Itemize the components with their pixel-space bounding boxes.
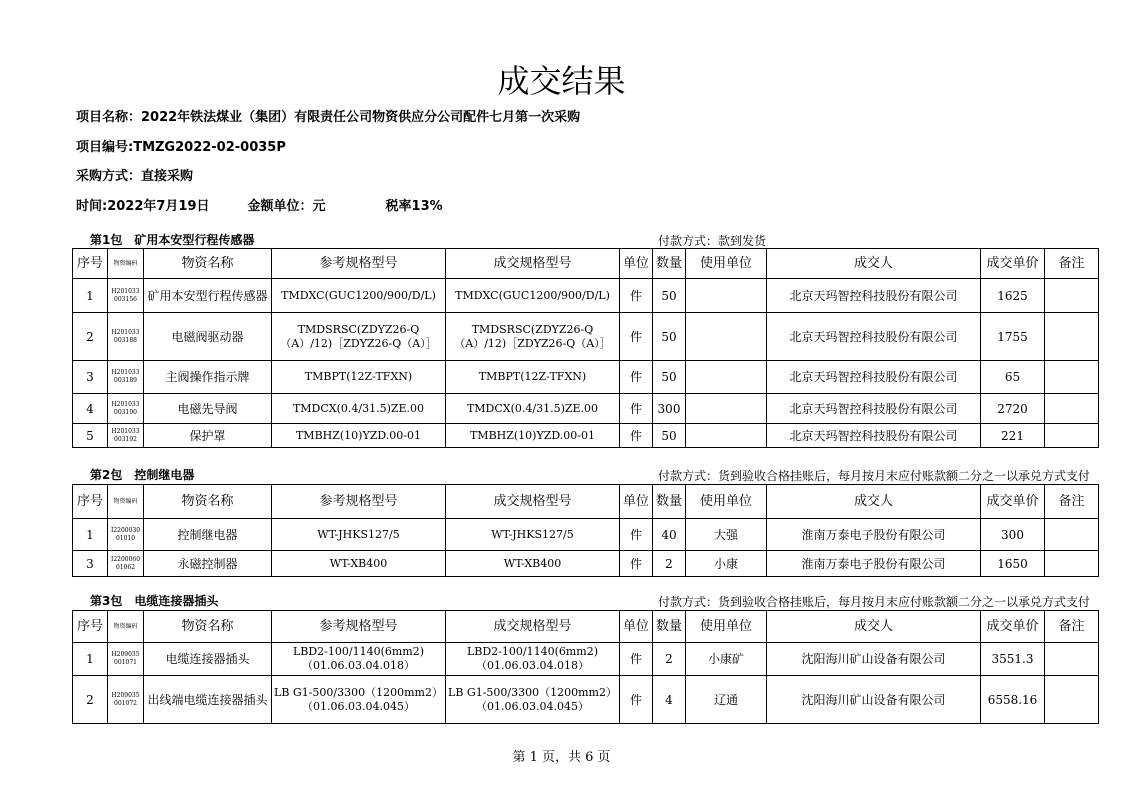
unit: 件 (620, 313, 653, 361)
col-header: 数量 (653, 249, 686, 279)
meta-line (76, 195, 443, 214)
material-name: 保护罩 (144, 424, 272, 448)
col-header: 序号 (73, 485, 108, 519)
user-unit: 大强 (686, 519, 767, 551)
col-header: 成交人 (767, 611, 981, 643)
table-row (73, 361, 1099, 394)
user-unit: 小康矿 (686, 643, 767, 676)
deal-spec: TMBHZ(10)YZD.00-01 (446, 424, 620, 448)
quantity: 50 (653, 313, 686, 361)
unit: 件 (620, 643, 653, 676)
col-header: 单位 (620, 611, 653, 643)
material-code: H209035001072 (108, 676, 144, 724)
payment-terms: 付款方式：款到发货 (658, 234, 767, 248)
table-row (73, 551, 1099, 577)
material-name: 出线端电缆连接器插头 (144, 676, 272, 724)
deal-spec: TMBPT(12Z-TFXN) (446, 361, 620, 394)
user-unit (686, 394, 767, 424)
col-header: 成交规格型号 (446, 611, 620, 643)
unit-price: 65 (981, 361, 1045, 394)
material-name: 主阀操作指示牌 (144, 361, 272, 394)
note (1045, 313, 1099, 361)
payment-terms: 付款方式：货到验收合格挂账后，每月按月末应付账款额二分之一以承兑方式支付 (658, 595, 1091, 609)
col-header: 单位 (620, 485, 653, 519)
package-3-heading (72, 591, 1098, 609)
col-header: 使用单位 (686, 611, 767, 643)
row-no: 1 (73, 519, 108, 551)
supplier: 北京天玛智控科技股份有限公司 (767, 424, 981, 448)
unit-price: 1625 (981, 279, 1045, 313)
note (1045, 279, 1099, 313)
material-code: H201033003190 (108, 394, 144, 424)
user-unit: 小康 (686, 551, 767, 577)
ref-spec: WT-XB400 (272, 551, 446, 577)
col-header: 物资名称 (144, 249, 272, 279)
user-unit (686, 313, 767, 361)
deal-spec: TMDXC(GUC1200/900/D/L) (446, 279, 620, 313)
row-no: 2 (73, 313, 108, 361)
col-header: 成交单价 (981, 611, 1045, 643)
supplier: 沈阳海川矿山设备有限公司 (767, 676, 981, 724)
package-1-heading (72, 230, 1098, 248)
col-header: 参考规格型号 (272, 485, 446, 519)
deal-spec: TMDCX(0.4/31.5)ZE.00 (446, 394, 620, 424)
col-header: 成交人 (767, 485, 981, 519)
deal-spec: TMDSRSC(ZDYZ26-Q（A）/12)［ZDYZ26-Q（A）］ (446, 313, 620, 361)
col-header: 物资名称 (144, 611, 272, 643)
supplier: 北京天玛智控科技股份有限公司 (767, 279, 981, 313)
unit-price: 2720 (981, 394, 1045, 424)
note (1045, 424, 1099, 448)
table-row (73, 313, 1099, 361)
unit: 件 (620, 424, 653, 448)
table-row (73, 424, 1099, 448)
col-header: 备注 (1045, 611, 1099, 643)
col-header: 成交单价 (981, 485, 1045, 519)
row-no: 3 (73, 551, 108, 577)
col-header: 备注 (1045, 249, 1099, 279)
material-code: H201033003189 (108, 361, 144, 394)
row-no: 5 (73, 424, 108, 448)
project-number: 项目编号:TMZG2022-02-0035P (76, 140, 286, 155)
note (1045, 394, 1099, 424)
material-name: 电磁阀驱动器 (144, 313, 272, 361)
ref-spec: LB G1-500/3300（1200mm2）（01.06.03.04.045） (272, 676, 446, 724)
currency-unit: 金额单位：元 (247, 199, 326, 214)
col-header: 成交规格型号 (446, 249, 620, 279)
ref-spec: WT-JHKS127/5 (272, 519, 446, 551)
package-name: 第2包 控制继电器 (90, 468, 195, 482)
material-code: H201033003156 (108, 279, 144, 313)
col-header: 成交人 (767, 249, 981, 279)
unit-price: 221 (981, 424, 1045, 448)
supplier: 淮南万泰电子股份有限公司 (767, 519, 981, 551)
user-unit: 辽通 (686, 676, 767, 724)
col-header: 数量 (653, 485, 686, 519)
unit-price: 1755 (981, 313, 1045, 361)
col-header: 物资编码 (108, 249, 144, 279)
deal-spec: LBD2-100/1140(6mm2)（01.06.03.04.018） (446, 643, 620, 676)
col-header: 成交单价 (981, 249, 1045, 279)
project-name: 项目名称：2022年铁法煤业（集团）有限责任公司物资供应分公司配件七月第一次采购 (76, 110, 581, 125)
user-unit (686, 361, 767, 394)
unit-price: 1650 (981, 551, 1045, 577)
col-header: 单位 (620, 249, 653, 279)
user-unit (686, 279, 767, 313)
material-name: 永磁控制器 (144, 551, 272, 577)
supplier: 北京天玛智控科技股份有限公司 (767, 313, 981, 361)
material-name: 电磁先导阀 (144, 394, 272, 424)
quantity: 300 (653, 394, 686, 424)
col-header: 物资编码 (108, 611, 144, 643)
note (1045, 551, 1099, 577)
package-1-table (72, 248, 1099, 448)
ref-spec: TMDCX(0.4/31.5)ZE.00 (272, 394, 446, 424)
col-header: 参考规格型号 (272, 611, 446, 643)
material-code: H201033003188 (108, 313, 144, 361)
quantity: 2 (653, 643, 686, 676)
tax-rate: 税率13% (385, 199, 443, 214)
col-header: 备注 (1045, 485, 1099, 519)
unit: 件 (620, 676, 653, 724)
supplier: 北京天玛智控科技股份有限公司 (767, 394, 981, 424)
unit: 件 (620, 519, 653, 551)
package-2-heading (72, 465, 1098, 483)
material-code: I220003001010 (108, 519, 144, 551)
unit: 件 (620, 551, 653, 577)
note (1045, 676, 1099, 724)
unit-price: 300 (981, 519, 1045, 551)
ref-spec: TMBHZ(10)YZD.00-01 (272, 424, 446, 448)
payment-terms: 付款方式：货到验收合格挂账后，每月按月末应付账款额二分之一以承兑方式支付 (658, 469, 1091, 483)
table-header-row (73, 249, 1099, 279)
package-3-table (72, 610, 1099, 724)
package-name: 第3包 电缆连接器插头 (90, 594, 219, 608)
col-header: 参考规格型号 (272, 249, 446, 279)
col-header: 使用单位 (686, 249, 767, 279)
table-row (73, 643, 1099, 676)
deal-spec: WT-JHKS127/5 (446, 519, 620, 551)
ref-spec: TMBPT(12Z-TFXN) (272, 361, 446, 394)
quantity: 40 (653, 519, 686, 551)
table-row (73, 394, 1099, 424)
note (1045, 643, 1099, 676)
supplier: 淮南万泰电子股份有限公司 (767, 551, 981, 577)
material-name: 控制继电器 (144, 519, 272, 551)
package-name: 第1包 矿用本安型行程传感器 (90, 233, 255, 247)
col-header: 序号 (73, 249, 108, 279)
material-name: 电缆连接器插头 (144, 643, 272, 676)
user-unit (686, 424, 767, 448)
ref-spec: TMDSRSC(ZDYZ26-Q（A）/12)［ZDYZ26-Q（A）］ (272, 313, 446, 361)
quantity: 50 (653, 361, 686, 394)
note (1045, 361, 1099, 394)
table-row (73, 519, 1099, 551)
material-name: 矿用本安型行程传感器 (144, 279, 272, 313)
unit: 件 (620, 361, 653, 394)
col-header: 序号 (73, 611, 108, 643)
col-header: 数量 (653, 611, 686, 643)
col-header: 物资名称 (144, 485, 272, 519)
ref-spec: LBD2-100/1140(6mm2)（01.06.03.04.018） (272, 643, 446, 676)
col-header: 使用单位 (686, 485, 767, 519)
quantity: 2 (653, 551, 686, 577)
material-code: I220006001062 (108, 551, 144, 577)
unit-price: 3551.3 (981, 643, 1045, 676)
table-header-row (73, 485, 1099, 519)
table-row (73, 279, 1099, 313)
col-header: 成交规格型号 (446, 485, 620, 519)
quantity: 4 (653, 676, 686, 724)
row-no: 2 (73, 676, 108, 724)
supplier: 沈阳海川矿山设备有限公司 (767, 643, 981, 676)
deal-spec: WT-XB400 (446, 551, 620, 577)
ref-spec: TMDXC(GUC1200/900/D/L) (272, 279, 446, 313)
package-2-table (72, 484, 1099, 577)
material-code: H201033003192 (108, 424, 144, 448)
note (1045, 519, 1099, 551)
supplier: 北京天玛智控科技股份有限公司 (767, 361, 981, 394)
deal-spec: LB G1-500/3300（1200mm2）（01.06.03.04.045） (446, 676, 620, 724)
page-footer: 第 1 页，共 6 页 (512, 750, 611, 765)
unit: 件 (620, 394, 653, 424)
row-no: 4 (73, 394, 108, 424)
table-row (73, 676, 1099, 724)
unit: 件 (620, 279, 653, 313)
row-no: 1 (73, 643, 108, 676)
quantity: 50 (653, 424, 686, 448)
unit-price: 6558.16 (981, 676, 1045, 724)
table-header-row (73, 611, 1099, 643)
procurement-method: 采购方式：直接采购 (76, 169, 194, 184)
material-code: H209035001071 (108, 643, 144, 676)
row-no: 1 (73, 279, 108, 313)
col-header: 物资编码 (108, 485, 144, 519)
quantity: 50 (653, 279, 686, 313)
time: 时间:2022年7月19日 (76, 199, 210, 214)
page-title: 成交结果 (497, 62, 626, 100)
row-no: 3 (73, 361, 108, 394)
